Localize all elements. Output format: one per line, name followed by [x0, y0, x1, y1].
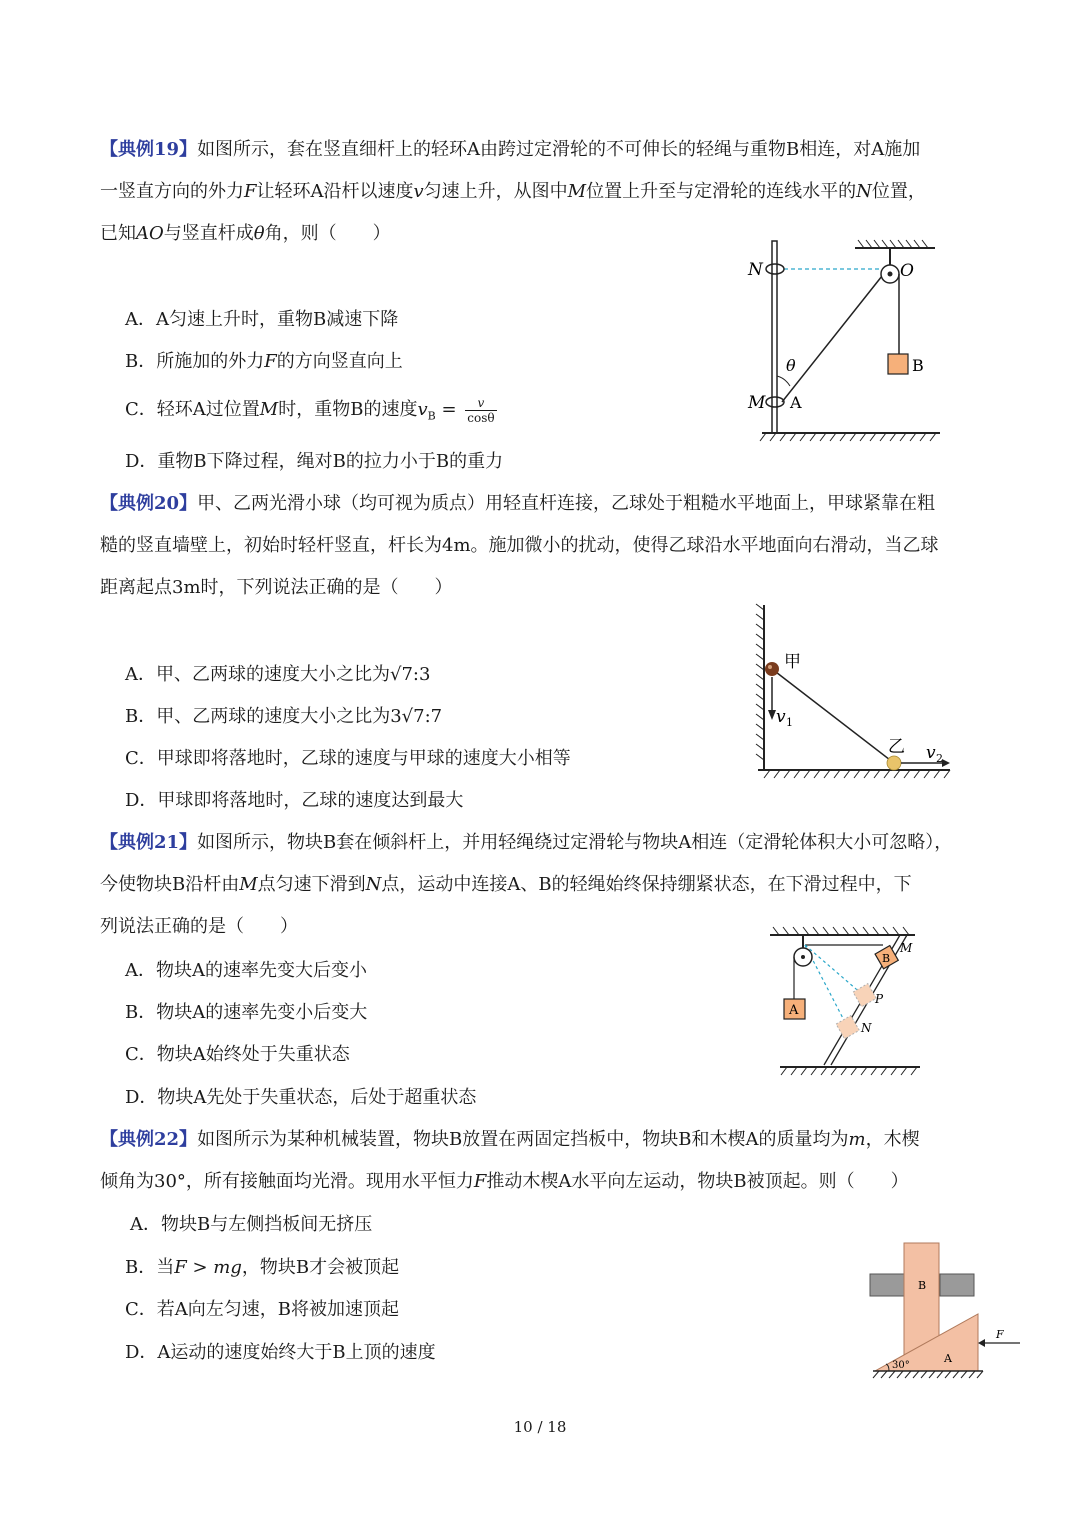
q20-label-v1-sub: 1 — [786, 716, 793, 729]
q22-option-b-b: ，物块B才会被顶起 — [241, 1257, 400, 1278]
q21-tag: 【典例21】 — [100, 832, 198, 853]
q19-option-d-text: D．重物B下降过程，绳对B的拉力小于B的重力 — [125, 451, 504, 472]
q21-var-M: M — [239, 874, 258, 895]
q20-arrow-v2-head — [942, 759, 950, 767]
q22-baffle-left — [870, 1274, 904, 1296]
q19-fraction-num: v — [465, 396, 496, 411]
q22-tag: 【典例22】 — [100, 1129, 198, 1150]
q19-fraction-den: cosθ — [467, 410, 495, 425]
q21-label-A: A — [789, 1003, 799, 1018]
q22-var-F: F — [473, 1171, 487, 1192]
q22-var-m: m — [848, 1129, 866, 1150]
q22-line2a: 倾角为30°，所有接触面均光滑。现用水平恒力 — [100, 1171, 474, 1192]
q22-label-angle: 30° — [892, 1360, 910, 1371]
q21-ground-hatch — [781, 1067, 917, 1075]
q19-option-c-a: C．轻环A过位置 — [125, 399, 260, 420]
q19-line1-text: 如图所示，套在竖直细杆上的轻环A由跨过定滑轮的不可伸长的轻绳与重物B相连，对A施加 — [197, 139, 921, 160]
q21-option-a-text: A．物块A的速率先变大后变小 — [125, 960, 367, 981]
q21-pulley-axle — [801, 955, 805, 959]
q21-figure — [765, 925, 935, 1080]
q19-option-b-b: 的方向竖直向上 — [276, 351, 403, 372]
q19-option-b-F: F — [264, 351, 277, 372]
q22-option-b — [125, 1253, 399, 1283]
q19-option-b-a: B．所施加的外力 — [125, 351, 265, 372]
q19-ceiling-hatch — [858, 240, 928, 248]
q19-line2a: 一竖直方向的外力 — [100, 181, 244, 202]
q20-label-v2: v — [926, 743, 936, 763]
q19-rope-AO — [782, 276, 882, 402]
q21-option-d-text: D．物块A先处于失重状态，后处于超重状态 — [125, 1087, 477, 1108]
q19-label-O: O — [900, 261, 914, 281]
q20-label-jia: 甲 — [784, 652, 801, 672]
q20-label-yi: 乙 — [888, 737, 905, 757]
q19-vertical-pole — [772, 241, 777, 433]
q22-label-B: B — [918, 1279, 927, 1292]
q20-label-v2-sub: 2 — [936, 752, 943, 765]
q22-option-c-text: C．若A向左匀速，B将被加速顶起 — [125, 1299, 399, 1320]
q22-option-a-text: A．物块B与左侧挡板间无挤压 — [130, 1214, 373, 1235]
q20-option-c — [125, 744, 571, 774]
q22-line2b: 推动木楔A水平向左运动，物块B被顶起。则（ ） — [486, 1171, 909, 1192]
q19-label-N: N — [748, 260, 763, 280]
q19-weight-B — [888, 354, 908, 374]
q21-line2 — [100, 864, 985, 906]
q19-option-c-M: M — [259, 399, 279, 420]
q22-line2 — [100, 1161, 985, 1203]
q21-dashed-to-P — [805, 945, 863, 995]
q19-line2e: 位置， — [871, 181, 926, 202]
q20-arrow-v1-head — [768, 710, 776, 720]
q22-option-c — [125, 1295, 399, 1325]
q19-var-M: M — [567, 181, 587, 202]
q21-line1-text: 如图所示，物块B套在倾斜杆上，并用轻绳绕过定滑轮与物块A相连（定滑轮体积大小可忽略）， — [197, 832, 953, 853]
q21-line1 — [100, 822, 985, 864]
q19-option-b — [125, 347, 403, 377]
q21-label-M: M — [900, 941, 913, 955]
q19-label-B: B — [912, 356, 924, 375]
q20-ball-jia — [765, 662, 779, 676]
q21-label-P: P — [875, 992, 884, 1006]
q19-ground-hatch — [760, 433, 936, 441]
q22-line1b: ，木楔 — [865, 1129, 920, 1150]
q19-option-c — [125, 395, 497, 432]
q19-option-c-b: 时，重物B的速度 — [278, 399, 418, 420]
q19-option-a-text: A．A匀速上升时，重物B减速下降 — [125, 309, 399, 330]
q19-var-F: F — [244, 181, 257, 202]
q22-option-b-a: B．当 — [125, 1257, 175, 1278]
q19-tag: 【典例19】 — [100, 139, 198, 160]
q19-var-v: v — [413, 181, 424, 202]
q20-label-v1: v — [776, 707, 786, 727]
q20-option-d-text: D．甲球即将落地时，乙球的速度达到最大 — [125, 790, 464, 811]
q19-var-AO: AO — [136, 223, 164, 244]
q21-option-c — [125, 1040, 350, 1070]
q19-label-M: M — [748, 393, 766, 413]
q19-label-theta: θ — [786, 356, 796, 375]
q20-ball-jia-highlight — [768, 665, 772, 669]
q20-option-b-text: B．甲、乙两球的速度大小之比为3√7:7 — [125, 706, 443, 727]
q21-option-c-text: C．物块A始终处于失重状态 — [125, 1044, 350, 1065]
q20-ball-yi — [887, 756, 901, 770]
q22-force-arrow-head — [978, 1339, 985, 1347]
q20-figure — [750, 600, 960, 785]
q21-line3-text: 列说法正确的是（ ） — [100, 916, 298, 937]
q19-line3b: 与竖直杆成 — [163, 223, 254, 244]
q21-label-B: B — [882, 952, 891, 965]
q21-label-N: N — [861, 1021, 872, 1035]
q20-option-d — [125, 786, 463, 816]
q21-option-b — [125, 998, 367, 1028]
q19-option-a — [125, 305, 398, 335]
q22-option-a — [130, 1210, 372, 1240]
q19-option-c-vB: v — [417, 399, 428, 420]
q20-line2 — [100, 525, 985, 567]
q19-line2d: 位置上升至与定滑轮的连线水平的 — [586, 181, 857, 202]
q21-line2c: 点，运动中连接A、B的轻绳始终保持绷紧状态，在下滑过程中，下 — [381, 874, 912, 895]
q22-baffle-right — [940, 1274, 974, 1296]
q19-line3a: 已知 — [100, 223, 136, 244]
q20-option-b — [125, 702, 442, 732]
q19-fraction — [465, 396, 496, 425]
q19-option-c-sub: B — [427, 409, 436, 423]
q19-var-N: N — [856, 181, 872, 202]
q21-line2a: 今使物块B沿杆由 — [100, 874, 240, 895]
q19-line2c: 匀速上升，从图中 — [423, 181, 568, 202]
q19-pulley-axle — [888, 272, 893, 277]
q19-line2 — [100, 171, 985, 213]
q20-wall-hatch — [756, 604, 764, 760]
q19-line1 — [100, 129, 985, 171]
q20-line3-text: 距离起点3m时，下列说法正确的是（ ） — [100, 577, 453, 598]
q21-var-N: N — [365, 874, 382, 895]
q22-ground-hatch — [873, 1371, 983, 1378]
q21-option-d — [125, 1083, 476, 1113]
q22-label-F: F — [996, 1328, 1004, 1341]
q22-figure — [865, 1238, 1025, 1383]
q21-line2b: 点匀速下滑到 — [257, 874, 366, 895]
q20-option-a-text: A．甲、乙两球的速度大小之比为√7:3 — [125, 664, 431, 685]
q20-option-a — [125, 660, 430, 690]
q22-option-d — [125, 1338, 436, 1368]
q22-option-d-text: D．A运动的速度始终大于B上顶的速度 — [125, 1342, 436, 1363]
q19-var-theta: θ — [253, 223, 265, 244]
q21-option-b-text: B．物块A的速率先变小后变大 — [125, 1002, 368, 1023]
page-number: 10 / 18 — [513, 1418, 567, 1436]
q19-option-d — [125, 447, 503, 477]
q19-theta-arc — [777, 376, 790, 386]
q19-line2b: 让轻环A沿杆以速度 — [256, 181, 414, 202]
q22-line1 — [100, 1119, 985, 1161]
q20-tag: 【典例20】 — [100, 493, 198, 514]
q21-option-a — [125, 956, 367, 986]
q21-ceiling-hatch — [773, 927, 909, 935]
q20-line1 — [100, 483, 985, 525]
q20-floor-hatch — [764, 770, 950, 778]
q21-ghost-N — [836, 1016, 859, 1039]
q22-label-A: A — [944, 1352, 952, 1365]
q21-ghost-P — [853, 984, 876, 1007]
q19-figure — [740, 238, 950, 443]
q20-option-c-text: C．甲球即将落地时，乙球的速度与甲球的速度大小相等 — [125, 748, 571, 769]
q22-line1a: 如图所示为某种机械装置，物块B放置在两固定挡板中，物块B和木楔A的质量均为 — [197, 1129, 849, 1150]
q19-label-A: A — [790, 393, 802, 412]
q20-line2-text: 糙的竖直墙壁上，初始时轻杆竖直，杆长为4m。施加微小的扰动，使得乙球沿水平地面向右滑动，当乙球 — [100, 535, 939, 556]
q20-line1-text: 甲、乙两光滑小球（均可视为质点）用轻直杆连接，乙球处于粗糙水平地面上，甲球紧靠在粗 — [197, 493, 936, 514]
q19-option-c-eq: = — [435, 399, 463, 420]
q22-option-b-expr: F > mg — [174, 1257, 242, 1278]
q19-line3c: 角，则（ ） — [264, 223, 391, 244]
